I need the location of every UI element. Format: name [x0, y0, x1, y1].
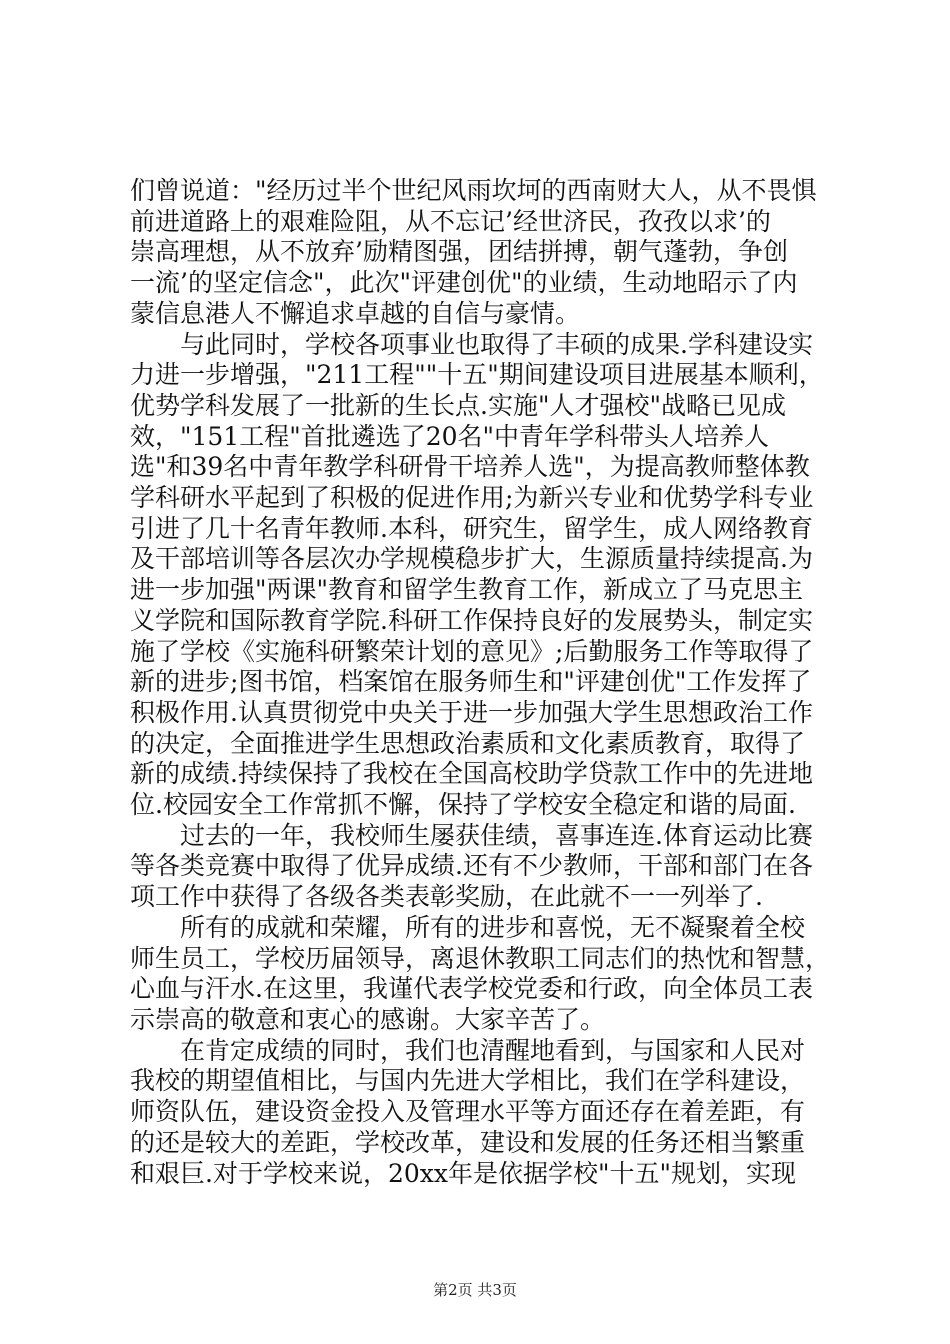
text-line: 新的进步;图书馆，档案馆在服务师生和"评建创优"工作发挥了: [130, 667, 812, 697]
text-line: 心血与汗水.在这里，我谨代表学校党委和行政，向全体员工表: [130, 974, 813, 1004]
paragraph-4: [130, 913, 830, 1036]
paragraph-3: [130, 821, 830, 913]
body-text: [130, 176, 830, 1189]
text-line: 积极作用.认真贯彻党中央关于进一步加强大学生思想政治工作: [130, 697, 813, 727]
text-line: 我校的期望值相比，与国内先进大学相比，我们在学科建设，: [130, 1066, 806, 1096]
paragraph-2: [130, 330, 830, 821]
text-line: 在肯定成绩的同时，我们也清醒地看到，与国家和人民对: [180, 1035, 806, 1065]
paragraph-1: [130, 176, 830, 330]
text-line: 崇高理想，从不放弃’励精图强，团结拼搏，朝气蓬勃，争创: [130, 237, 788, 267]
text-line: 义学院和国际教育学院.科研工作保持良好的发展势头，制定实: [130, 605, 813, 635]
text-line: 蒙信息港人不懈追求卓越的自信与豪情。: [130, 298, 581, 328]
text-line: 一流’的坚定信念"，此次"评建创优"的业绩，生动地昭示了内: [130, 268, 798, 298]
text-line: 位.校园安全工作常抓不懈，保持了学校安全稳定和谐的局面.: [130, 790, 796, 820]
text-line: 效，"151工程"首批遴选了20名"中青年学科带头人培养人: [130, 421, 770, 451]
text-line: 示崇高的敬意和衷心的感谢。大家辛苦了。: [130, 1004, 606, 1034]
text-line: 项工作中获得了各级各类表彰奖励，在此就不一一列举了.: [130, 882, 763, 912]
paragraph-5: [130, 1036, 830, 1190]
text-line: 学科研水平起到了积极的促进作用;为新兴专业和优势学科专业: [130, 483, 814, 513]
text-line: 所有的成就和荣耀，所有的进步和喜悦，无不凝聚着全校: [180, 912, 806, 942]
text-line: 选"和39名中青年教学科研骨干培养人选"，为提高教师整体教: [130, 452, 810, 482]
text-line: 引进了几十名青年教师.本科，研究生，留学生，成人网络教育: [130, 513, 813, 543]
text-line: 过去的一年，我校师生屡获佳绩，喜事连连.体育运动比赛: [180, 820, 813, 850]
text-line: 师资队伍，建设资金投入及管理水平等方面还存在着差距，有: [130, 1097, 806, 1127]
text-line: 进一步加强"两课"教育和留学生教育工作，新成立了马克思主: [130, 575, 804, 605]
text-line: 们曾说道："经历过半个世纪风雨坎坷的西南财大人，从不畏惧: [130, 176, 817, 205]
text-line: 力进一步增强，"211工程""十五"期间建设项目进展基本顺利，: [130, 360, 824, 390]
text-line: 前进道路上的艰难险阻，从不忘记’经世济民，孜孜以求’的: [130, 206, 771, 236]
text-line: 新的成绩.持续保持了我校在全国高校助学贷款工作中的先进地: [130, 759, 813, 789]
text-line: 等各类竞赛中取得了优异成绩.还有不少教师，干部和部门在各: [130, 851, 813, 881]
text-line: 及干部培训等各层次办学规模稳步扩大，生源质量持续提高.为: [130, 544, 813, 574]
text-line: 的还是较大的差距，学校改革，建设和发展的任务还相当繁重: [130, 1127, 806, 1157]
page-number-footer: 第2页 共3页: [433, 1281, 517, 1299]
text-line: 和艰巨.对于学校来说，20xx年是依据学校"十五"规划，实现: [130, 1158, 796, 1188]
text-line: 优势学科发展了一批新的生长点.实施"人才强校"战略已见成: [130, 390, 786, 420]
text-line: 与此同时，学校各项事业也取得了丰硕的成果.学科建设实: [180, 329, 813, 359]
text-line: 施了学校《实施科研繁荣计划的意见》;后勤服务工作等取得了: [130, 636, 814, 666]
text-line: 的决定，全面推进学生思想政治素质和文化素质教育，取得了: [130, 728, 806, 758]
text-line: 师生员工，学校历届领导，离退休教职工同志们的热忱和智慧，: [130, 943, 831, 973]
